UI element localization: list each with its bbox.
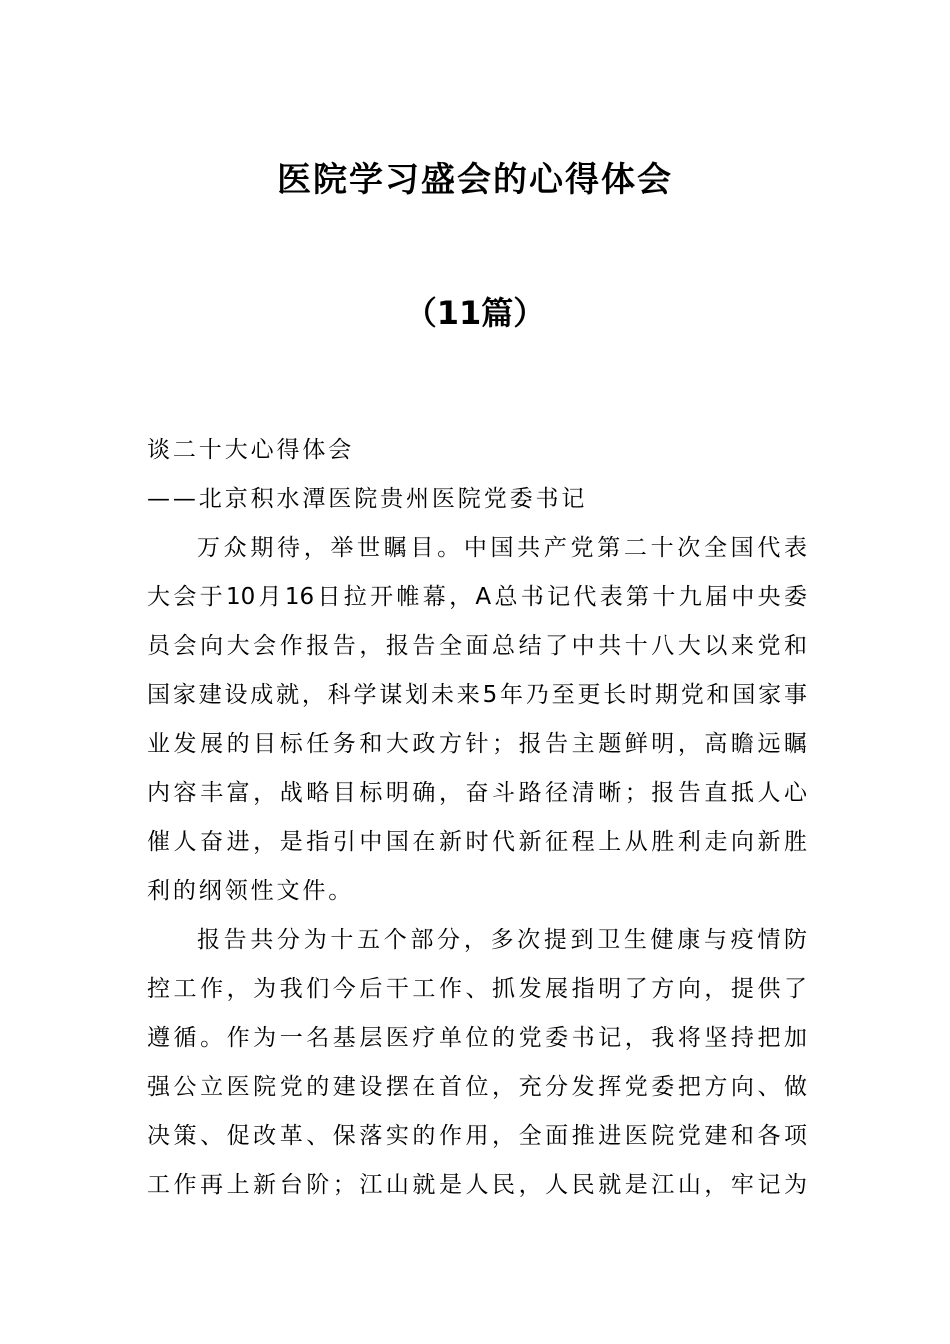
paragraph-line: 国家建设成就，科学谋划未来5年乃至更长时期党和国家事 xyxy=(147,682,807,708)
paragraph-line: 强公立医院党的建设摆在首位，充分发挥党委把方向、做 xyxy=(147,1074,807,1100)
article-heading: 谈二十大心得体会 xyxy=(147,437,355,463)
paragraph-line: 工作再上新台阶；江山就是人民，人民就是江山，牢记为 xyxy=(147,1172,807,1198)
paragraph-line: 催人奋进，是指引中国在新时代新征程上从胜利走向新胜 xyxy=(147,829,807,855)
author-line: ——北京积水潭医院贵州医院党委书记 xyxy=(147,486,588,512)
document-title: 医院学习盛会的心得体会 xyxy=(277,160,673,200)
paragraph-1 xyxy=(147,524,807,916)
paragraph-line: 大会于10月16日拉开帷幕，A总书记代表第十九届中央委 xyxy=(147,584,807,610)
paragraph-line: 内容丰富，战略目标明确，奋斗路径清晰；报告直抵人心 xyxy=(147,780,807,806)
paragraph-line: 决策、促改革、保落实的作用，全面推进医院党建和各项 xyxy=(147,1123,807,1149)
paragraph-line: 利的纲领性文件。 xyxy=(147,878,355,904)
paragraph-2 xyxy=(147,916,807,1210)
document-body xyxy=(147,426,807,1210)
paragraph-line: 员会向大会作报告，报告全面总结了中共十八大以来党和 xyxy=(147,633,807,659)
paragraph-line: 业发展的目标任务和大政方针；报告主题鲜明，高瞻远瞩 xyxy=(147,731,807,757)
paragraph-line: 报告共分为十五个部分，多次提到卫生健康与疫情防 xyxy=(197,927,807,953)
document-subtitle: （11篇） xyxy=(404,294,546,332)
paragraph-line: 遵循。作为一名基层医疗单位的党委书记，我将坚持把加 xyxy=(147,1025,807,1051)
paragraph-line: 万众期待，举世瞩目。中国共产党第二十次全国代表 xyxy=(197,535,807,561)
paragraph-line: 控工作，为我们今后干工作、抓发展指明了方向，提供了 xyxy=(147,976,807,1002)
